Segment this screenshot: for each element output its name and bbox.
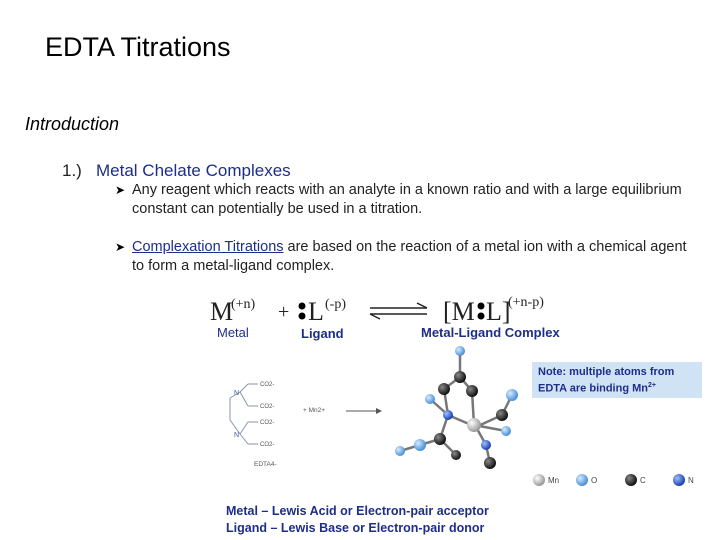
carboxylate-group: CO2- (260, 404, 275, 410)
bullet-arrow-icon: ➤ (115, 240, 126, 254)
carbon-atom-icon (484, 457, 496, 469)
slide-title: EDTA Titrations (45, 32, 231, 62)
key-term: Complexation Titrations (132, 239, 284, 255)
carbon-atom-icon (451, 450, 461, 460)
definition-term: Metal – (226, 504, 269, 518)
section-number: 1.) (62, 161, 82, 180)
section-title: Metal Chelate Complexes (96, 161, 291, 180)
definition-term: Ligand – (226, 521, 278, 535)
label-ligand: Ligand (301, 326, 344, 341)
lone-pair-dot (478, 303, 485, 310)
note-text: Note: multiple atoms from EDTA are binding Mn (538, 366, 675, 395)
lone-pair-dot (478, 313, 485, 320)
label-complex: Metal-Ligand Complex (421, 325, 560, 340)
definition-ligand (226, 520, 489, 537)
n-atom: N (234, 432, 240, 439)
legend-manganese-icon (533, 474, 545, 486)
bullet-arrow-icon: ➤ (115, 183, 126, 197)
n-atom: N (234, 390, 240, 397)
carbon-atom-icon (454, 371, 466, 383)
legend-label: Mn (548, 476, 560, 485)
edta-label: EDTA4- (254, 461, 277, 468)
legend-label: C (640, 476, 646, 485)
nitrogen-atom-icon (481, 440, 491, 450)
bullet-text (132, 238, 692, 276)
nitrogen-atom-icon (443, 410, 453, 420)
carbon-atom-icon (438, 383, 450, 395)
bullet-text: Any reagent which reacts with an analyte in a known ratio and with a large equilibrium constant can potentially be used in a titration. (132, 182, 682, 217)
carbon-atom-icon (466, 385, 478, 397)
equilibrium-arrow-icon (370, 303, 427, 319)
oxygen-atom-icon (425, 394, 435, 404)
reaction-arrowhead-icon (376, 408, 382, 414)
definition-text: Lewis Base or Electron-pair donor (277, 521, 485, 535)
edta-reaction-diagram (218, 362, 398, 472)
intro-heading: Introduction (25, 114, 120, 134)
oxygen-atom-icon (506, 389, 518, 401)
carbon-atom-icon (434, 433, 446, 445)
eq-ligand-charge: (-p) (325, 297, 346, 312)
eq-complex-metal: [M (443, 297, 475, 326)
carboxylate-group: CO2- (260, 442, 275, 448)
chelation-equation (205, 288, 565, 328)
note-superscript: 2+ (648, 382, 656, 389)
legend-label: O (591, 476, 598, 485)
oxygen-atom-icon (395, 446, 405, 456)
reagent-label: + Mn2+ (303, 407, 326, 414)
label-metal: Metal (217, 325, 249, 340)
legend-carbon-icon (625, 474, 637, 486)
legend-nitrogen-icon (673, 474, 685, 486)
eq-ligand: L (308, 297, 324, 326)
oxygen-atom-icon (414, 439, 426, 451)
legend-oxygen-icon (576, 474, 588, 486)
lone-pair-dot (299, 303, 306, 310)
note-box (532, 362, 702, 398)
oxygen-atom-icon (501, 426, 511, 436)
metal-ligand-model (390, 345, 530, 475)
definition-metal (226, 503, 489, 520)
definition-text: Lewis Acid or Electron-pair acceptor (268, 504, 489, 518)
carboxylate-group: CO2- (260, 420, 275, 426)
atom-legend (530, 470, 705, 490)
eq-metal: M (210, 297, 234, 326)
carbon-atom-icon (496, 409, 508, 421)
eq-plus: + (278, 301, 290, 323)
bullet-body: are based on the reaction of a metal ion with a chemical agent to form a metal-ligand complex. (132, 239, 687, 274)
definitions (226, 503, 489, 537)
eq-complex-charge: (+n-p) (508, 295, 544, 310)
oxygen-atom-icon (455, 346, 465, 356)
legend-label: N (688, 476, 694, 485)
eq-metal-charge: (+n) (231, 297, 256, 312)
manganese-atom-icon (467, 418, 481, 432)
eq-complex-ligand: L] (486, 297, 511, 326)
section-heading (62, 161, 291, 181)
carboxylate-group: CO2- (260, 382, 275, 388)
lone-pair-dot (299, 313, 306, 320)
